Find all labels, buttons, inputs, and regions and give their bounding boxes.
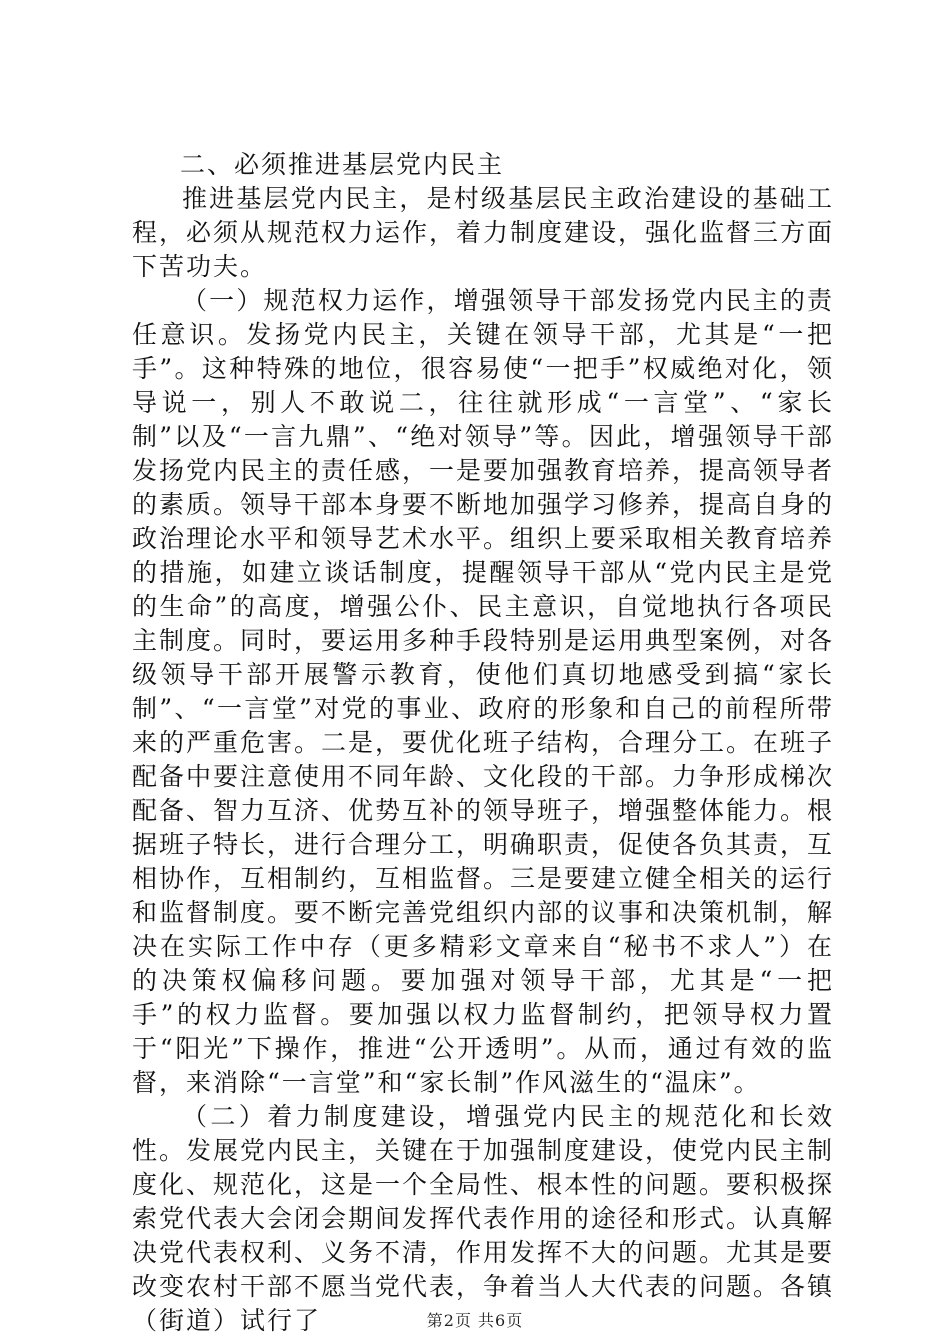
paragraph-intro: 推进基层党内民主，是村级基层民主政治建设的基础工程，必须从规范权力运作，着力制度建设，强化监督三方面下苦功夫。 — [132, 184, 835, 281]
paragraph-section-1: （一）规范权力运作，增强领导干部发扬党内民主的责任意识。发扬党内民主，关键在领导干部，尤其是“一把手”。这种特殊的地位，很容易使“一把手”权威绝对化，领导说一，别人不敢说二，往往就形成“一言堂”、“家长制”以及“一言九鼎”、“绝对领导”等。因此，增强领导干部发扬党内民主的责任感，一是要加强教育培养，提高领导者的素质。领导干部本身要不断地加强学习修养，提高自身的政治理论水平和领导艺术水平。组织上要采取相关教育培养的措施，如建立谈话制度，提醒领导干部从“党内民主是党的生命”的高度，增强公仆、民主意识，自觉地执行各项民主制度。同时，要运用多种手段特别是运用典型案例，对各级领导干部开展警示教育，使他们真切地感受到搞“家长制”、“一言堂”对党的事业、政府的形象和自己的前程所带来的严重危害。二是，要优化班子结构，合理分工。在班子配备中要注意使用不同年龄、文化段的干部。力争形成梯次配备、智力互济、优势互补的领导班子，增强整体能力。根据班子特长，进行合理分工，明确职责，促使各负其责，互相协作，互相制约，互相监督。三是要建立健全相关的运行和监督制度。要不断完善党组织内部的议事和决策机制，解决在实际工作中存（更多精彩文章来自“秘书不求人”）在的决策权偏移问题。要加强对领导干部，尤其是“一把手”的权力监督。要加强以权力监督制约，把领导权力置于“阳光”下操作，推进“公开透明”。从而，通过有效的监督，来消除“一言堂”和“家长制”作风滋生的“温床”。 — [132, 286, 835, 1097]
section-heading: 二、必须推进基层党内民主 — [180, 150, 505, 179]
page-number-footer: 第2页 共6页 — [426, 1311, 524, 1330]
document-body — [132, 148, 834, 1338]
paragraph-section-2: （二）着力制度建设，增强党内民主的规范化和长效性。发展党内民主，关键在于加强制度建设，使党内民主制度化、规范化，这是一个全局性、根本性的问题。要积极探索党代表大会闭会期间发挥代表作用的途径和形式。认真解决党代表权利、义务不清，作用发挥不大的问题。尤其是要改变农村干部不愿当党代表，争着当人大代表的问题。各镇（街道）试行了 — [132, 1102, 835, 1335]
